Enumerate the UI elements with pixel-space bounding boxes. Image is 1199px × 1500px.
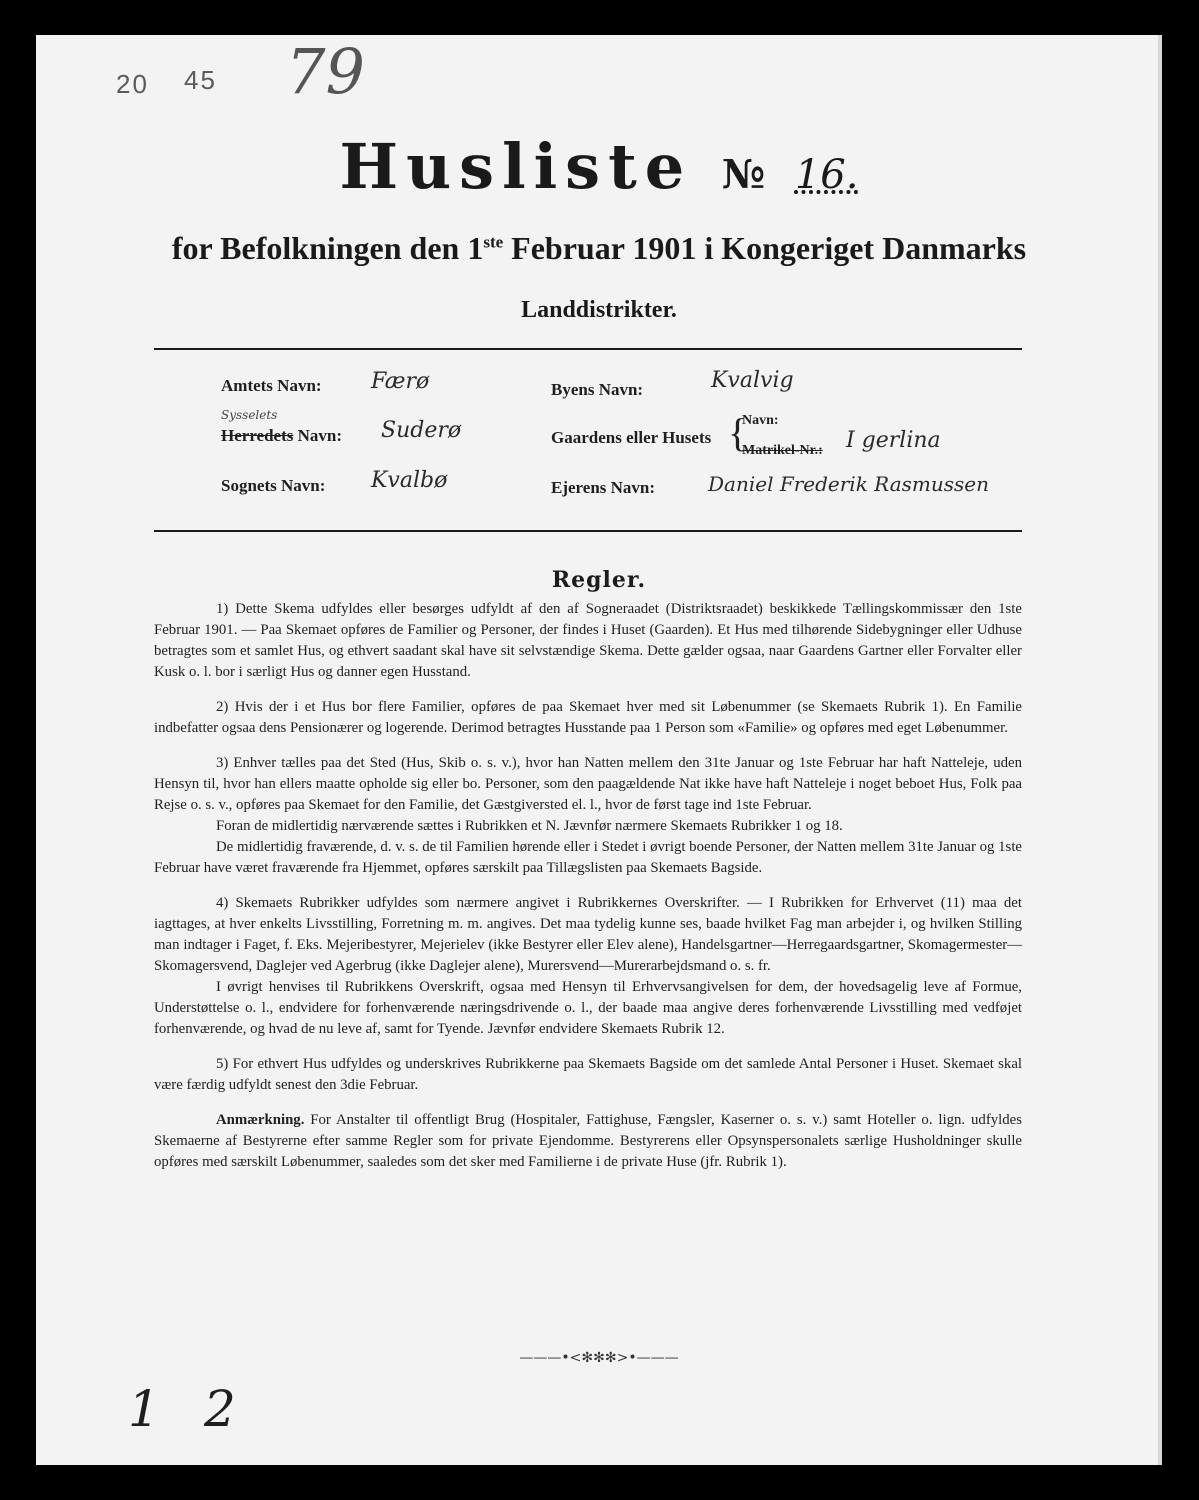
rule-2: 2) Hvis der i et Hus bor flere Familier, opføres de paa Skemaet hver med sit Løbenummer (se Skemaets Rubrik 1). En Familie indbefatter ogsaa dens Pensionærer og logerende. Derimod betragtes Husstande paa 1 Person som «Familie» og opføres med eget Løbenummer. [154,699,1022,736]
herred-label-rest: Navn: [293,426,343,445]
number-sign: № [721,151,766,198]
gaard-sub-navn: Navn: [742,413,779,428]
remark [154,1110,1022,1173]
rule-3: 3) Enhver tælles paa det Sted (Hus, Skib o. s. v.), hvor han Natten mellem den 31te Januar og 1ste Februar har haft Natteleje, uden Hensyn til, hvor han ellers maatte opholde sig eller bo. Personer, som den paagældende Nat ikke have haft Natteleje i noget beboet Hus, Folk paa Rejse o. s. v., opføres paa Skemaet for den Familie, det Gæstgiversted el. l., hvor de først tage ind 1ste Februar. [154,755,1022,813]
fields-divider [154,530,1022,532]
rule-1: 1) Dette Skema udfyldes eller besørges udfyldt af den af Sogneraadet (Distriktsraadet) beskikkede Tællingskommissær den 1ste Februar 1901. — Paa Skemaet opføres de Familier og Personer, der findes i Huset (Gaarden). Et Hus med tilhørende Sidebygninger eller Udhuse betragtes som et samlet Hus, og ethvert saadant skal have sit selvstændige Skema. Dette gælder ogsaa, naar Gaardens Gartner eller Forvalter eller Kusk o. l. bor i særligt Hus og danner egen Husstand. [154,601,1022,680]
herred-label [221,426,342,446]
archive-number-b: 45 [184,65,217,95]
by-value: Kvalvig [711,368,794,393]
census-form-page [36,35,1162,1465]
herred-value: Suderø [381,418,462,443]
herred-hand-correction: Sysselets [221,408,278,422]
rule-4: 4) Skemaets Rubrikker udfyldes som nærmere angivet i Rubrikkernes Overskrifter. — I Rubrikken for Erhvervet (11) maa det iagttages, at hver enkelts Livsstilling, Forretning m. m. angives. Det maa tydelig kunne ses, baade hvilket Fag man arbejder i, og hvilken Stilling man indtager i Faget, f. Eks. Mejeribestyrer, Mejerielev (ikke Bestyrer eller Elev alene), Handelsgartner—Herregaardsgartner, Skomagermester—Skomagersvend, Daglejer ved Agerbrug (ikke Daglejer alene), Murersvend—Murerarbejdsmand o. s. fr. [154,895,1022,974]
rule-3c: De midlertidig fraværende, d. v. s. de til Familien hørende eller i Stedet i øvrigt boende Personer, der Natten mellem 31te Januar og 1ste Februar have været fraværende fra Hjemmet, opføres særskilt paa Tillægslisten paa Skemaets Bagside. [154,839,1022,876]
remark-label: Anmærkning. [216,1112,305,1128]
handwritten-number-top: 79 [286,35,365,108]
rules-heading: Regler. [551,567,647,593]
gaard-value: I gerlina [846,428,941,453]
ejer-value: Daniel Frederik Rasmussen [708,472,989,496]
gaard-label: Gaardens eller Husets [551,428,712,447]
gaard-sub-matrikel: Matrikel-Nr.: [742,443,823,458]
herred-label-struck: Herredets [221,426,294,445]
ornament-divider: ———•<✻✻✻>•——— [519,1350,679,1366]
handwritten-mark-1: 1 [128,1380,160,1438]
by-label: Byens Navn: [551,380,644,399]
amt-value: Færø [371,369,430,394]
gaard-brace: { [728,410,748,455]
form-subtitle-district: Landdistrikter. [521,297,677,323]
form-title [36,130,1162,203]
subtitle-post: Februar 1901 i Kongeriget Danmarks [503,230,1027,266]
form-subtitle [36,230,1162,267]
sogn-label: Sognets Navn: [221,476,326,495]
subtitle-sup: ste [483,232,504,252]
rule-4b: I øvrigt henvises til Rubrikkens Overskrift, ogsaa med Hensyn til Erhvervsangivelsen for dem, der hovedsagelig leve af Formue, Understøttelse o. l., endvidere for forhenværende næringsdrivende o. l., der baade maa angive deres forhenværende Livsstilling med vedføjet forhenværende, og hvad de nu leve af, samt for Tyende. Jævnfør endvidere Skemaets Rubrik 12. [154,979,1022,1037]
archive-number-a: 20 [116,69,149,99]
handwritten-mark-2: 2 [204,1380,236,1438]
subtitle-pre: for Befolkningen den 1 [171,230,484,266]
header-divider [154,348,1022,350]
rule-5: 5) For ethvert Hus udfyldes og underskrives Rubrikkerne paa Skemaets Bagside om det samlede Antal Personer i Huset. Skemaet skal være færdig udfyldt senest den 3die Februar. [154,1056,1022,1093]
remark-text: For Anstalter til offentligt Brug (Hospitaler, Fattighuse, Fængsler, Kaserner o. s. v.) samt Hoteller o. lign. udfyldes Skemaerne af Bestyrerne efter samme Regler som for private Ejendomme. Bestyrerens eller Opsynspersonalets særlige Husholdninger skulle opføres med særskilt Løbenummer, saaledes som det sker med Familierne i de private Huse (jfr. Rubrik 1). [154,1112,1022,1170]
rules-body [154,599,1022,1173]
title-text: Husliste [339,130,693,203]
sogn-value: Kvalbø [371,468,448,493]
amt-label: Amtets Navn: [221,376,322,395]
rule-3b: Foran de midlertidig nærværende sættes i Rubrikken et N. Jævnfør nærmere Skemaets Rubrikker 1 og 18. [216,818,843,834]
house-number-handwritten: 16. [794,152,859,198]
ejer-label: Ejerens Navn: [551,478,656,497]
